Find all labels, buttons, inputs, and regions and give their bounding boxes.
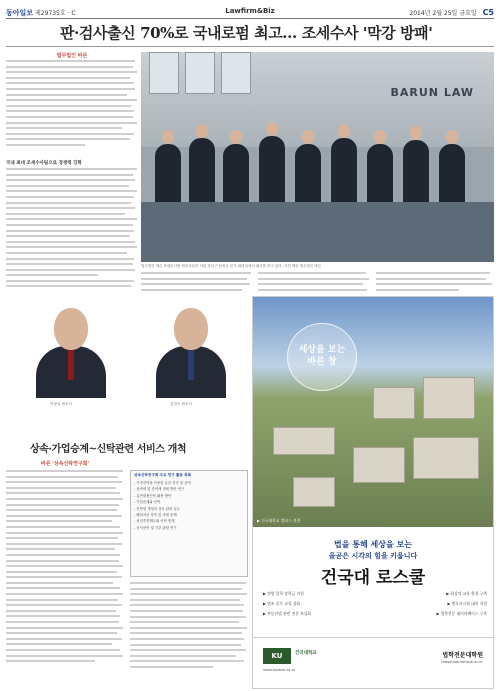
portrait-face	[174, 308, 208, 350]
conference-table	[141, 202, 494, 262]
konkuk-lawschool-ad	[252, 296, 494, 689]
slogan-bubble	[287, 323, 357, 391]
section-title: Lawfirm&Biz	[225, 7, 275, 15]
photo-window	[185, 52, 215, 94]
campus-caption: ▶ 건국대학교 캠퍼스 전경	[257, 518, 301, 523]
feature-row	[263, 611, 487, 617]
header-left	[6, 8, 76, 18]
ad-features	[263, 591, 487, 621]
infobox-title: 상속신탁연구회 주요 연구 활동 목록	[134, 473, 192, 477]
institution-url: lawschool.konkuk.ac.kr	[441, 660, 483, 664]
article-body-column-4	[258, 272, 370, 296]
research-group-subhead: 바른 '상속신탁연구회'	[40, 461, 90, 467]
article-body-column-5	[376, 272, 494, 296]
infobox-item: - 신탁법 개정과 상속 관련 실무	[134, 506, 180, 511]
ku-logo-icon: KU	[263, 648, 291, 664]
campus-building	[273, 427, 335, 455]
infobox-item: - 유언대용신탁 활용 방안	[134, 493, 172, 498]
newspaper-brand: 동아일보	[6, 9, 34, 17]
ad-tagline-1: 법을 통해 세상을 보는	[334, 540, 412, 549]
portrait-tie	[188, 350, 194, 380]
infobox-item: - 가업승계와 신탁	[134, 500, 161, 505]
campus-building	[293, 477, 335, 507]
feature-row	[263, 601, 487, 607]
firm-sign: BARUN LAW	[390, 86, 474, 99]
portrait-tie	[68, 350, 74, 380]
issue-meta: 제29735호 · C	[34, 10, 76, 17]
headline-rule	[6, 46, 494, 47]
bubble-line-1: 세상을 보는	[298, 345, 346, 355]
research-activities-box	[130, 470, 248, 577]
bubble-line-2: 바른 창	[307, 357, 337, 367]
feature-item: ▶ 부동산법 관련 전문 특성화	[263, 611, 312, 616]
feature-row	[263, 591, 487, 597]
ad-title: 건국대 로스쿨	[320, 568, 426, 588]
section-subhead: 국내 최대 조세수사팀으로 경쟁력 강화	[6, 161, 82, 166]
photo-window	[221, 52, 251, 94]
lawyers-group-photo	[141, 52, 494, 262]
portrait-label-1: 이창일 변호사	[50, 402, 72, 406]
article-body-column-3	[141, 272, 253, 296]
ad-tagline-2: 올곧은 시각의 힘을 키웁니다	[328, 552, 418, 560]
infobox-item: - 해외자산 상속 및 조세 문제	[134, 512, 177, 517]
main-headline: 판·검사출신 70%로 국내로펌 최고… 조세수사 '막강 방패'	[60, 24, 433, 42]
institution-name: 법학전문대학원	[442, 652, 483, 659]
feature-item: ▶ 법조 실무 교육 강화	[263, 601, 301, 606]
feature-item: ▶ 법학전문 데이터베이스 구축	[436, 611, 487, 616]
ad-footer	[253, 637, 493, 689]
university-site: www.konkuk.ac.kr	[263, 668, 296, 672]
issue-date: 2014년 2월 25일 금요일	[409, 10, 477, 17]
infobox-item: - 성년후견제도와 신탁 연계	[134, 519, 175, 524]
infobox-item: - 공익신탁 및 기부 관련 연구	[134, 525, 177, 530]
page-header	[6, 6, 494, 19]
campus-building	[423, 377, 475, 419]
header-right	[409, 8, 494, 17]
campus-building	[413, 437, 479, 479]
firm-subhead: 법무법인 바른	[56, 53, 88, 59]
campus-building	[373, 387, 415, 419]
photo-caption: 법무법인 바른 조세수사팀 변호사들이 서울 강남구 삼성동 본사 회의실에서 회의를 하고 있다. 사진 제공 법무법인 바른	[141, 264, 322, 268]
portrait-kim	[156, 308, 226, 398]
article-body-column-7	[130, 582, 248, 686]
feature-item: ▶ 변호사시험 대비 지원	[447, 601, 487, 606]
infobox-item: - 가족신탁을 이용한 유산 상속 및 증여	[134, 481, 191, 485]
photo-window	[149, 52, 179, 94]
page-number: C5	[482, 8, 494, 17]
portrait-lee	[36, 308, 106, 398]
portrait-label-2: 김진오 변호사	[170, 402, 192, 406]
portrait-face	[54, 308, 88, 350]
feature-item: ▶ 전원 입학 장학금 지원	[263, 591, 304, 596]
campus-building	[353, 447, 405, 483]
portraits-panel	[6, 300, 251, 422]
secondary-headline: 상속·가업승계~신탁관련 서비스 개척	[30, 444, 187, 455]
article-body-column-6	[6, 470, 124, 685]
infobox-item: - 상속세 및 증여세 절세 방안 연구	[134, 487, 185, 492]
feature-item: ▶ 최상의 교육 환경 구축	[446, 591, 487, 596]
article-body-column-1	[6, 60, 138, 155]
campus-aerial-image	[253, 297, 493, 527]
university-name: 건국대학교	[295, 651, 317, 656]
article-body-column-2	[6, 168, 138, 296]
